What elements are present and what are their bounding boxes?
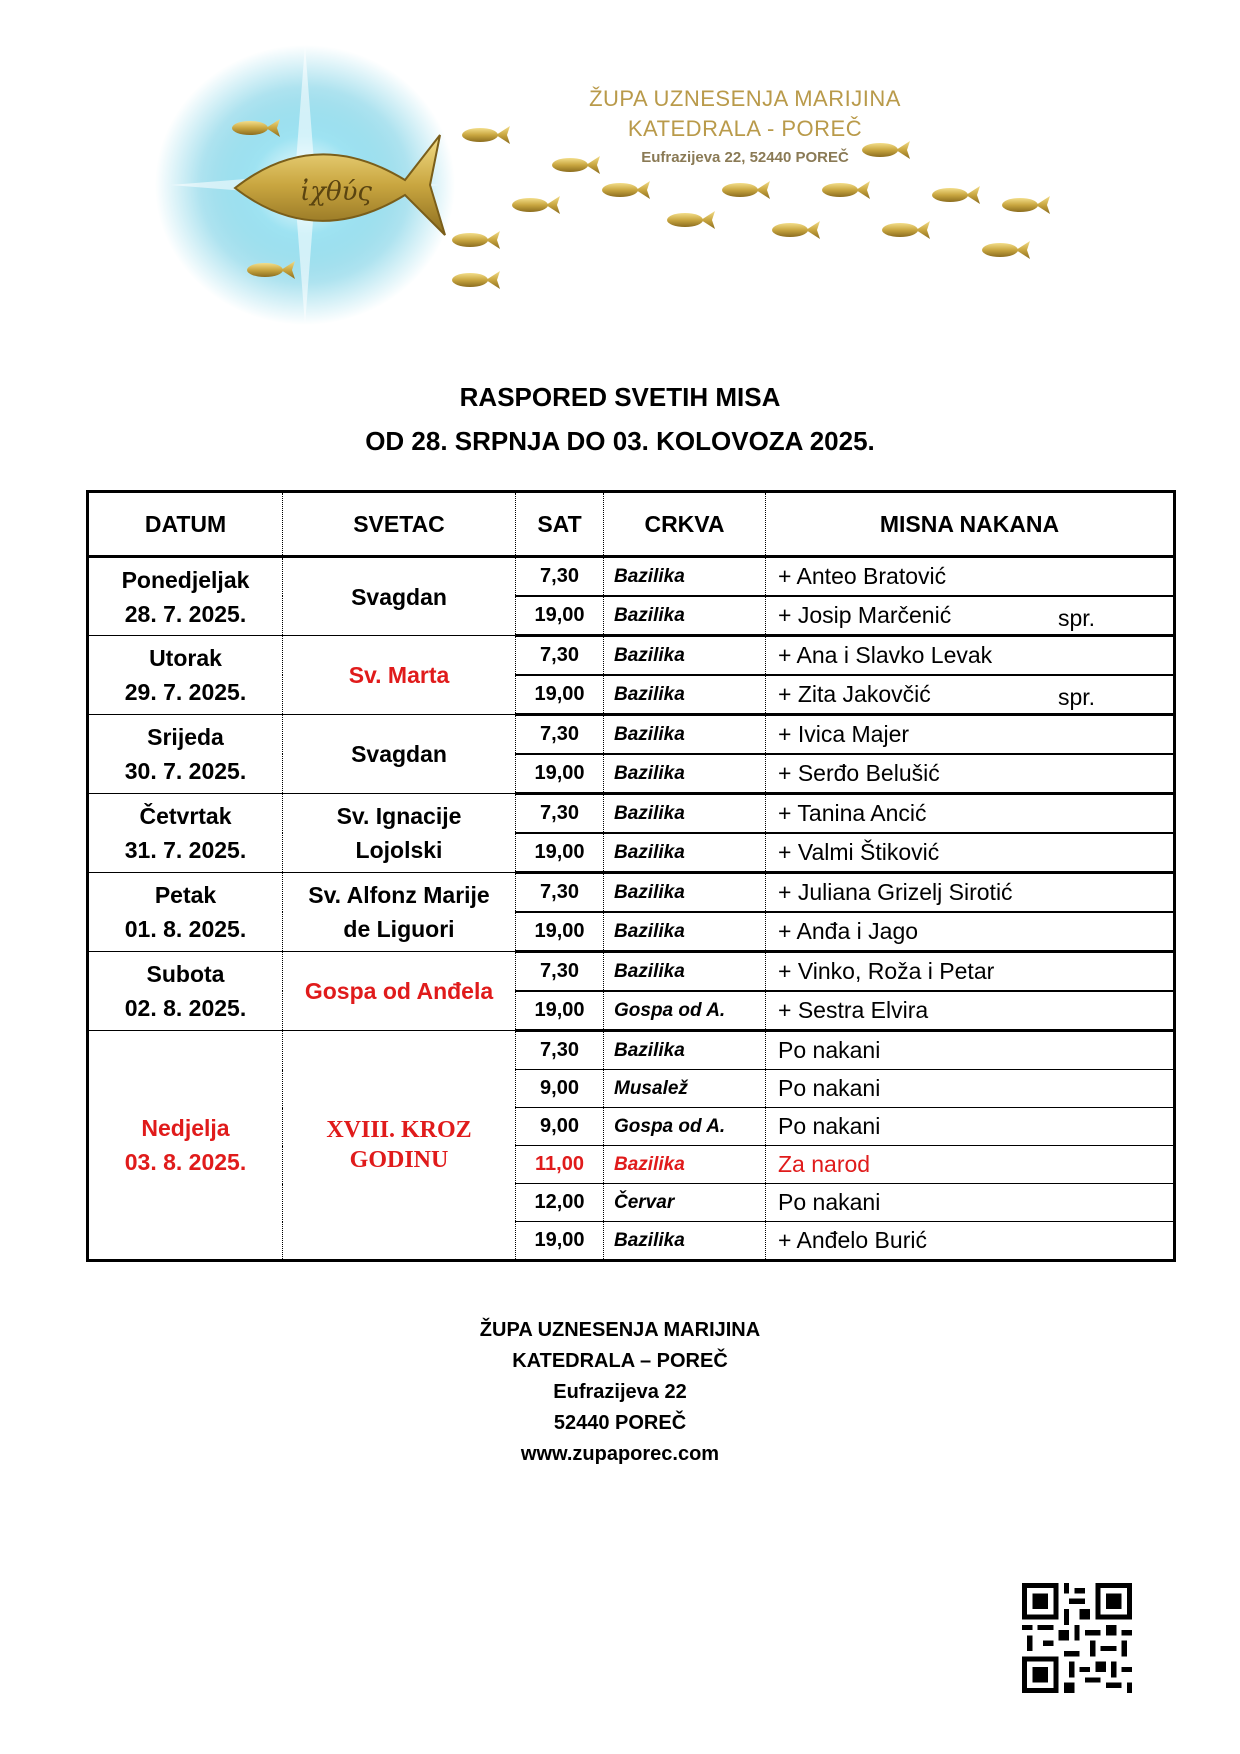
church-cell: Bazilika bbox=[604, 873, 766, 913]
intention-cell: + Ana i Slavko Levak bbox=[766, 636, 1175, 676]
church-cell: Musalež bbox=[604, 1070, 766, 1108]
time-cell: 19,00 bbox=[516, 912, 604, 952]
time-cell: 19,00 bbox=[516, 596, 604, 636]
intention-cell: Po nakani bbox=[766, 1031, 1175, 1070]
table-row bbox=[88, 952, 1175, 992]
church-cell: Bazilika bbox=[604, 675, 766, 715]
intention-cell: + Anteo Bratović bbox=[766, 557, 1175, 597]
time-cell: 7,30 bbox=[516, 794, 604, 834]
saint-cell: Sv. Ignacije Lojolski bbox=[283, 794, 516, 873]
date-cell: Ponedjeljak 28. 7. 2025. bbox=[88, 557, 283, 636]
table-header-row bbox=[88, 492, 1175, 557]
church-cell: Bazilika bbox=[604, 1222, 766, 1261]
column-header-church: CRKVA bbox=[604, 492, 766, 557]
time-cell: 7,30 bbox=[516, 952, 604, 992]
church-cell: Bazilika bbox=[604, 715, 766, 755]
church-cell: Bazilika bbox=[604, 833, 766, 873]
intention-cell: + Anđelo Burić bbox=[766, 1222, 1175, 1261]
mass-schedule-table bbox=[86, 490, 1176, 1262]
parish-address: Eufrazijeva 22, 52440 POREČ bbox=[641, 149, 849, 166]
table-row bbox=[88, 636, 1175, 676]
intention-cell: + Josip Marčenić spr. bbox=[766, 596, 1175, 636]
time-cell: 19,00 bbox=[516, 675, 604, 715]
date-cell: Utorak 29. 7. 2025. bbox=[88, 636, 283, 715]
time-cell: 7,30 bbox=[516, 636, 604, 676]
intention-cell: + Ivica Majer bbox=[766, 715, 1175, 755]
column-header-saint: SVETAC bbox=[283, 492, 516, 557]
date-cell: Nedjelja 03. 8. 2025. bbox=[88, 1031, 283, 1261]
saint-cell: Svagdan bbox=[283, 715, 516, 794]
church-cell: Bazilika bbox=[604, 1031, 766, 1070]
parish-header bbox=[560, 84, 930, 172]
church-cell: Bazilika bbox=[604, 952, 766, 992]
time-cell: 19,00 bbox=[516, 833, 604, 873]
saint-cell: Sv. Alfonz Marije de Liguori bbox=[283, 873, 516, 952]
date-cell: Srijeda 30. 7. 2025. bbox=[88, 715, 283, 794]
table-row bbox=[88, 1031, 1175, 1070]
intention-cell: Po nakani bbox=[766, 1184, 1175, 1222]
time-cell: 19,00 bbox=[516, 991, 604, 1031]
church-cell: Bazilika bbox=[604, 636, 766, 676]
intention-cell: Po nakani bbox=[766, 1070, 1175, 1108]
time-cell: 9,00 bbox=[516, 1070, 604, 1108]
time-cell: 7,30 bbox=[516, 557, 604, 597]
church-cell: Bazilika bbox=[604, 557, 766, 597]
page-title: RASPORED SVETIH MISA bbox=[459, 382, 781, 412]
intention-cell: Po nakani bbox=[766, 1108, 1175, 1146]
footer-city: 52440 POREČ bbox=[553, 1412, 687, 1434]
intention-cell: Za narod bbox=[766, 1146, 1175, 1184]
table-row bbox=[88, 873, 1175, 913]
column-header-intention: MISNA NAKANA bbox=[766, 492, 1175, 557]
intention-cell: + Sestra Elvira bbox=[766, 991, 1175, 1031]
anniversary-note: spr. bbox=[1058, 684, 1096, 710]
intention-cell: + Serđo Belušić bbox=[766, 754, 1175, 794]
intention-cell: + Zita Jakovčić spr. bbox=[766, 675, 1175, 715]
church-cell: Bazilika bbox=[604, 794, 766, 834]
time-cell: 19,00 bbox=[516, 754, 604, 794]
anniversary-note: spr. bbox=[1058, 605, 1096, 631]
footer-website: www.zupaporec.com bbox=[520, 1443, 720, 1465]
church-cell: Bazilika bbox=[604, 754, 766, 794]
date-cell: Petak 01. 8. 2025. bbox=[88, 873, 283, 952]
church-cell: Bazilika bbox=[604, 912, 766, 952]
time-cell: 7,30 bbox=[516, 873, 604, 913]
church-cell: Gospa od A. bbox=[604, 1108, 766, 1146]
saint-cell: Sv. Marta bbox=[283, 636, 516, 715]
church-cell: Bazilika bbox=[604, 1146, 766, 1184]
intention-cell: + Tanina Ancić bbox=[766, 794, 1175, 834]
saint-cell: Gospa od Anđela bbox=[283, 952, 516, 1031]
date-cell: Subota 02. 8. 2025. bbox=[88, 952, 283, 1031]
parish-cathedral: KATEDRALA - POREČ bbox=[627, 116, 863, 141]
time-cell: 9,00 bbox=[516, 1108, 604, 1146]
church-cell: Gospa od A. bbox=[604, 991, 766, 1031]
table-row bbox=[88, 557, 1175, 597]
time-cell: 11,00 bbox=[516, 1146, 604, 1184]
intention-cell: + Anđa i Jago bbox=[766, 912, 1175, 952]
qr-code-icon bbox=[1022, 1583, 1132, 1693]
page-subtitle: OD 28. SRPNJA DO 03. KOLOVOZA 2025. bbox=[365, 426, 875, 456]
parish-name: ŽUPA UZNESENJA MARIJINA bbox=[589, 86, 901, 111]
intention-cell: + Vinko, Roža i Petar bbox=[766, 952, 1175, 992]
saint-cell: XVIII. KROZ GODINU bbox=[283, 1031, 516, 1261]
date-cell: Četvrtak 31. 7. 2025. bbox=[88, 794, 283, 873]
church-cell: Červar bbox=[604, 1184, 766, 1222]
time-cell: 7,30 bbox=[516, 715, 604, 755]
time-cell: 7,30 bbox=[516, 1031, 604, 1070]
intention-cell: + Juliana Grizelj Sirotić bbox=[766, 873, 1175, 913]
table-row bbox=[88, 794, 1175, 834]
intention-cell: + Valmi Štiković bbox=[766, 833, 1175, 873]
svg-text:ἰχθύς: ἰχθύς bbox=[300, 177, 372, 207]
table-row bbox=[88, 715, 1175, 755]
column-header-time: SAT bbox=[516, 492, 604, 557]
footer-cathedral: KATEDRALA – POREČ bbox=[512, 1350, 728, 1372]
church-cell: Bazilika bbox=[604, 596, 766, 636]
time-cell: 19,00 bbox=[516, 1222, 604, 1261]
footer-street: Eufrazijeva 22 bbox=[553, 1381, 687, 1403]
column-header-date: DATUM bbox=[88, 492, 283, 557]
time-cell: 12,00 bbox=[516, 1184, 604, 1222]
parish-footer bbox=[0, 1315, 1240, 1470]
saint-cell: Svagdan bbox=[283, 557, 516, 636]
footer-parish-name: ŽUPA UZNESENJA MARIJINA bbox=[479, 1319, 761, 1341]
